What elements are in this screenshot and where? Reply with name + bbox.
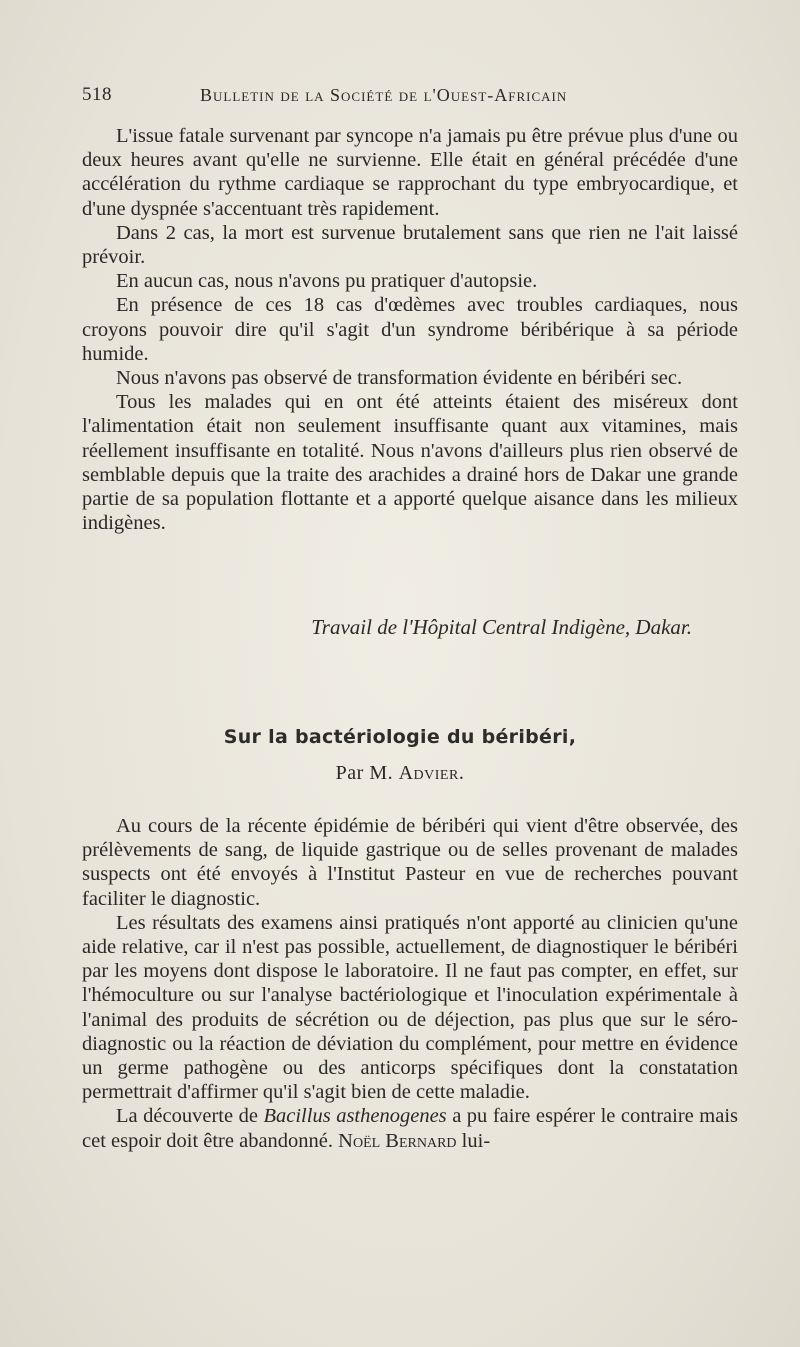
author-name: Advier.: [398, 762, 465, 784]
paragraph: L'issue fatale survenant par syncope n'a jamais pu être prévue plus d'une ou deux heures avant qu'elle ne survienne. Elle était en général précédée d'une accélération du rythme cardiaque se rapprochant du type embryocardique, et d'une dyspnée s'accentuant très rapidement.: [82, 125, 738, 220]
paragraph-last: [82, 1104, 738, 1152]
article2-title: Sur la bactériologie du béribéri,: [223, 726, 577, 748]
paragraph: Au cours de la récente épidémie de béribéri qui vient d'être observée, des prélèvements de sang, de liquide gastrique ou de selles provenant de malades suspects ont été envoyés à l'Institut Pasteur en vue de recherches pouvant faciliter le diagnostic.: [82, 815, 738, 910]
article2-author: [0, 762, 800, 785]
page-number: 518: [82, 84, 112, 105]
article1-body: [82, 124, 738, 535]
paragraph: Tous les malades qui en ont été atteints étaient des miséreux dont l'alimentation était non seulement insuffisante quant aux vitamines, mais réellement insuffisante en totalité. Nous n'avons d'ailleurs plus rien observé de semblable depuis que la traite des arachides a drainé hors de Dakar une grande partie de sa population flottante et a apporté quelque aisance dans les milieux indigènes.: [82, 391, 738, 535]
paragraph: En présence de ces 18 cas d'œdèmes avec troubles cardiaques, nous croyons pouvoir dire qu'il s'agit d'un syndrome béribérique à sa période humide.: [82, 294, 738, 365]
author-prefix: Par M.: [335, 762, 394, 784]
running-head: [82, 84, 732, 108]
article1-signature: Travail de l'Hôpital Central Indigène, Dakar.: [311, 615, 692, 639]
paragraph: Dans 2 cas, la mort est survenue brutalement sans que rien ne l'ait laissé prévoir.: [82, 221, 738, 269]
article2-body: [82, 814, 738, 1153]
cited-author: Noël Bernard: [338, 1129, 457, 1152]
text-segment: La découverte de: [116, 1105, 258, 1128]
text-segment: lui-: [461, 1129, 491, 1152]
paragraph: Nous n'avons pas observé de transformation évidente en béribéri sec.: [116, 367, 683, 390]
paragraph: En aucun cas, nous n'avons pu pratiquer d'autopsie.: [116, 270, 538, 293]
text-segment: a pu faire espérer le contraire mais cet espoir doit être abandonné.: [82, 1105, 739, 1152]
journal-title: Bulletin de la Société de l'Ouest-Africain: [200, 85, 568, 105]
paragraph: Les résultats des examens ainsi pratiqués n'ont apporté au clinicien qu'une aide relative, car il n'est pas possible, actuellement, de diagnostiquer le béribéri par les moyens dont dispose le laboratoire. Il ne faut pas compter, en effet, sur l'hémoculture ou sur l'analyse bactériologique et l'inoculation expérimentale à l'animal des produits de sécrétion ou de déjection, pas plus que sur le séro-diagnostic ou la réaction de déviation du complément, pour mettre en évidence un germe pathogène ou des anticorps spécifiques dont la constatation permettrait d'affirmer qu'il s'agit bien de cette maladie.: [82, 911, 738, 1104]
species-name: Bacillus asthenogenes: [263, 1105, 447, 1128]
